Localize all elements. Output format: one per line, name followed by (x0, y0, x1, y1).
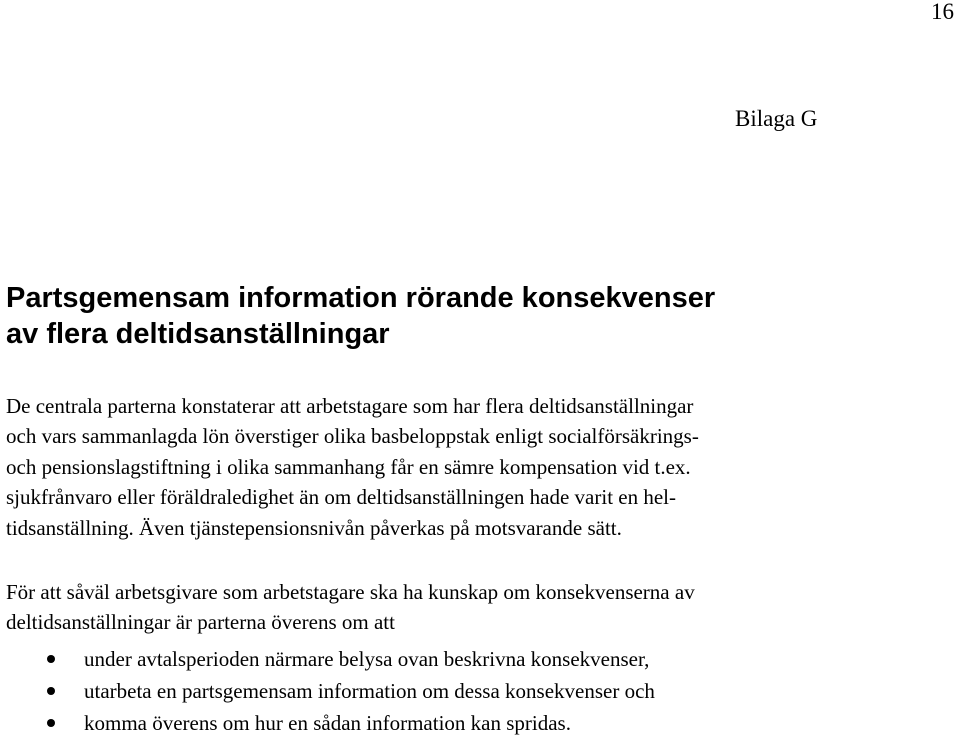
list-item-text: komma överens om hur en sådan information kan spridas. (84, 711, 571, 735)
intro-paragraph (6, 391, 699, 543)
page-number: 16 (931, 0, 954, 24)
list-item (0, 643, 655, 675)
appendix-label: Bilaga G (735, 106, 818, 131)
paragraph-line: deltidsanställningar är parterna överens om att (6, 610, 395, 635)
bullet-icon (47, 687, 55, 695)
bullet-icon (47, 655, 55, 663)
heading-line-2: av flera deltidsanställningar (6, 318, 390, 350)
list-item-text: under avtalsperioden närmare belysa ovan beskrivna konsekvenser, (84, 647, 650, 671)
list-item-text: utarbeta en partsgemensam information om dessa konsekvenser och (84, 679, 655, 703)
agreement-paragraph (6, 577, 695, 638)
paragraph-line: För att såväl arbetsgivare som arbetstagare ska ha kunskap om konsekvenserna av (6, 580, 695, 604)
bullet-icon (47, 719, 55, 727)
agreement-bullet-list (0, 643, 655, 739)
paragraph-line: och vars sammanlagda lön överstiger olika basbeloppstak enligt socialförsäkrings- (6, 424, 699, 449)
paragraph-line: och pensionslagstiftning i olika sammanhang får en sämre kompensation vid t.ex. (6, 454, 691, 479)
paragraph-line: sjukfrånvaro eller föräldraledighet än om deltidsanställningen hade varit en hel- (6, 485, 677, 510)
list-item (0, 707, 655, 739)
paragraph-line: tidsanställning. Även tjänstepensionsnivån påverkas på motsvarande sätt. (6, 515, 622, 540)
document-heading (6, 280, 715, 352)
paragraph-line: De centrala parterna konstaterar att arbetstagare som har flera deltidsanställningar (6, 394, 694, 418)
heading-line-1: Partsgemensam information rörande konsekvenser (6, 282, 716, 314)
list-item (0, 675, 655, 707)
